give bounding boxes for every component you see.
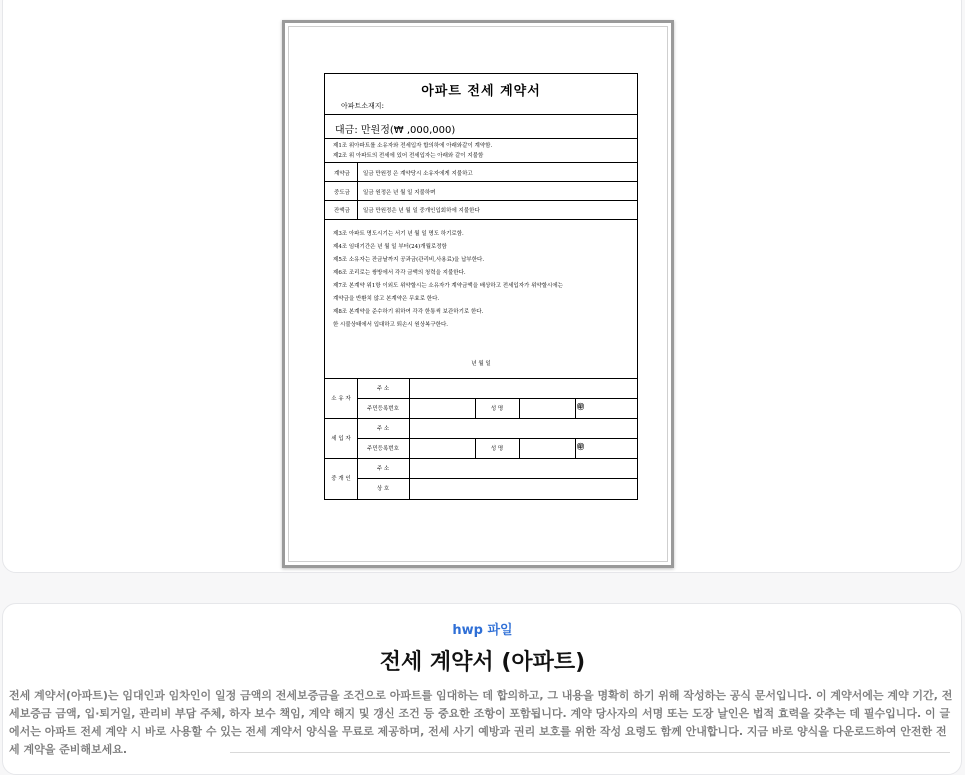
divider [325, 378, 637, 379]
divider [357, 378, 358, 500]
id-number-cell-label: 주민등록번호 [367, 406, 399, 412]
clause-3: 제3조 아파트 명도시기는 서기 년 월 일 명도 하기로함. [333, 231, 464, 237]
divider [230, 752, 950, 753]
clause-8: 제8조 본계약을 준수하기 위하여 각각 한통씩 보관하기로 한다. [333, 309, 484, 315]
price-line: 대금: 만원정(₩ ,000,000) [335, 125, 456, 136]
address-label: 아파트소재지: [341, 102, 384, 110]
seal-mark: ㊞ [577, 402, 584, 411]
contract-title: 아파트 전세 계약서 [421, 84, 541, 99]
divider [325, 181, 637, 182]
owner-label: 소 유 자 [331, 396, 351, 402]
divider [357, 478, 637, 479]
id-number-cell-label: 주민등록번호 [367, 446, 399, 452]
divider [325, 200, 637, 201]
divider [325, 138, 637, 139]
payment-text: 일금 원정은 년 월 일 지불하며 [363, 190, 436, 196]
divider [325, 458, 637, 459]
clause-7-cont: 계약금을 반환치 않고 본계약은 무효로 한다. [333, 296, 440, 302]
address-cell-label: 주 소 [376, 426, 390, 432]
description-text: 전세 계약서(아파트)는 임대인과 임차인이 일정 금액의 전세보증금을 조건으로 아파트를 임대하는 데 합의하고, 그 내용을 명확히 하기 위해 작성하는 공식 문서입니다. 이 계약서에는 계약 기간, 전세보증금 금액, 입·퇴거일, 관리비 부담 주체, 하자 보수 책임, 계약 해지 및 갱신 조건 등 중요한 조항이 포함됩니다. 계약 당사자의 서명 또는 도장 날인은 법적 효력을 갖추는 데 필수입니다. 이 글에서는 아파트 전세 계약 시 바로 사용할 수 있는 전세 계약서 양식을 무료로 제공하며, 전세 사기 예방과 권리 보호를 위한 작성 요령도 함께 안내합니다. 지금 바로 양식을 다운로드하여 안전한 전세 계약을 준비해보세요. [9, 689, 953, 756]
clause-7: 제7조 본계약 위1항 이외도 위약할시는 소유자가 계약금액을 배상하고 전세입자가 위약할시에는 [333, 283, 563, 289]
payment-label: 중도금 [334, 190, 350, 196]
broker-label: 중 개 인 [331, 476, 351, 482]
address-cell-label: 주 소 [376, 386, 390, 392]
divider [325, 418, 637, 419]
clause-6: 제6조 조리로는 쌍방에서 각각 금액의 청력을 지불한다. [333, 270, 466, 276]
address-cell-label: 주 소 [376, 466, 390, 472]
file-type-label: hwp 파일 [452, 623, 513, 638]
seal-mark: ㊞ [577, 442, 584, 451]
clause-1: 제1조 위아파트를 소유자와 전세입자 합의하에 아래와같이 계약함. [333, 143, 493, 149]
divider [325, 162, 637, 163]
divider [519, 438, 520, 458]
divider [357, 398, 637, 399]
divider [325, 219, 637, 220]
date-line: 년 월 일 [471, 361, 491, 367]
name-cell-label: 성 명 [490, 446, 504, 452]
divider [575, 398, 576, 418]
divider [519, 398, 520, 418]
divider [409, 378, 410, 500]
page-title: 전세 계약서 (아파트) [379, 650, 586, 675]
clause-8-cont: 한 시불상태에서 입대하고 퇴손시 원상복구한다. [333, 322, 449, 328]
name-cell-label: 성 명 [490, 406, 504, 412]
divider [357, 438, 637, 439]
payment-text: 일금 만원정 은 계약당시 소유자에게 지불하고 [363, 171, 473, 177]
trade-name-cell-label: 상 호 [376, 486, 390, 492]
payment-label: 잔액금 [334, 208, 350, 214]
payment-label: 계약금 [334, 171, 350, 177]
contract-form [324, 73, 638, 500]
payment-text: 일금 만원정은 년 월 일 중개인입회하에 지불한다 [363, 208, 480, 214]
clause-4: 제4조 임대기간은 년 월 일 부터(24)개월로정함 [333, 244, 447, 250]
divider [325, 114, 637, 115]
divider [575, 438, 576, 458]
clause-2: 제2조 위 아파트의 전세에 있어 전세입자는 아래와 같이 지불함 [333, 153, 484, 159]
tenant-label: 세 입 자 [331, 436, 351, 442]
clause-5: 제5조 소유자는 잔금날까지 공과금(관리비,사용료)을 납부한다. [333, 257, 485, 263]
